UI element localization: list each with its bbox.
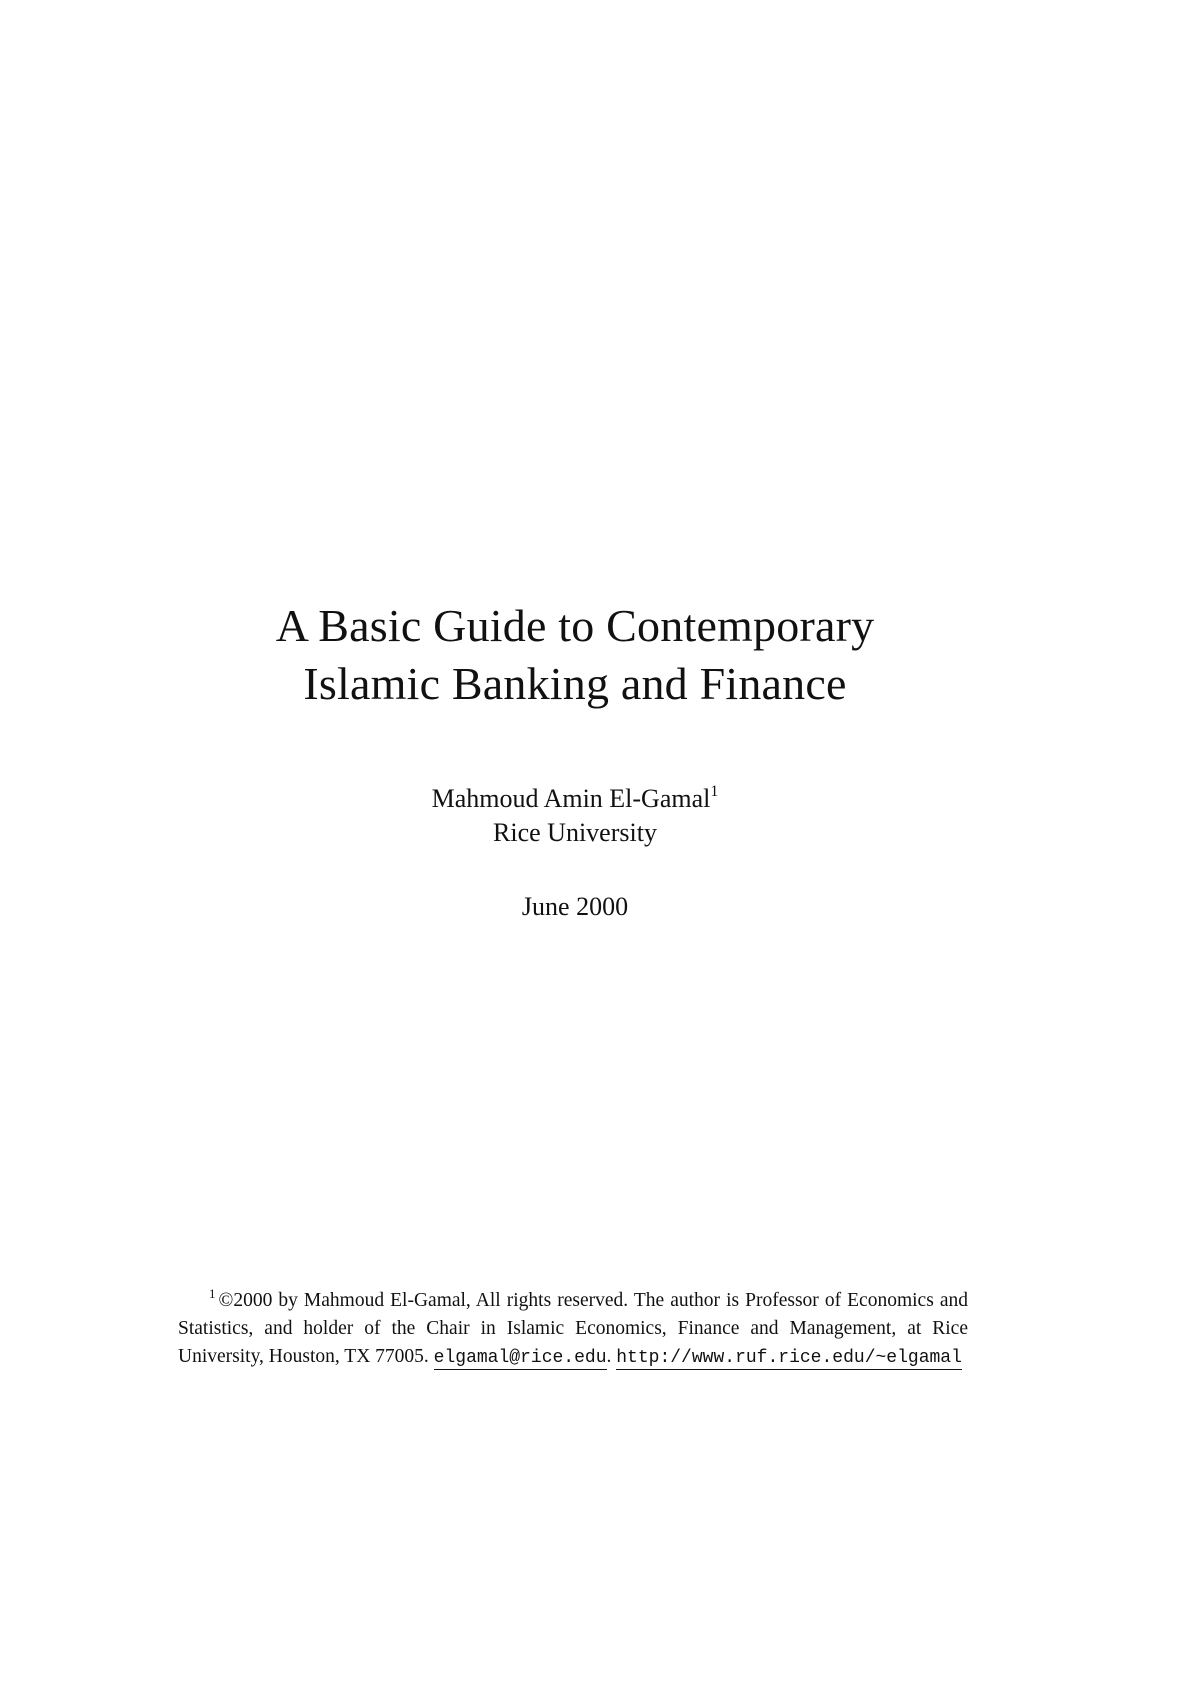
document-title-line-2: Islamic Banking and Finance [303,658,847,709]
author-name: Mahmoud Amin El-Gamal [431,784,711,813]
footnote-text: ©2000 by Mahmoud El-Gamal, All rights reserved. The author is Professor of Economics and Statistics, and holder of the Chair in Islamic Economics, Finance and Management, at Rice University, Houston, TX 77005. [178,1290,968,1367]
email-link[interactable]: elgamal@rice.edu [433,1348,607,1368]
footnote [178,1287,968,1372]
homepage-link[interactable]: http://www.ruf.rice.edu/~elgamal [616,1348,962,1368]
affiliation: Rice University [493,818,657,847]
footnote-mark: 1 [209,1286,216,1301]
author-footnote-mark: 1 [710,783,719,800]
document-date: June 2000 [521,892,629,921]
email-trailing-punctuation: . [606,1346,612,1367]
author-block [0,782,1150,850]
document-title-line-1: A Basic Guide to Contemporary [275,600,875,651]
title-block [0,597,1150,713]
author-line [0,782,1150,816]
